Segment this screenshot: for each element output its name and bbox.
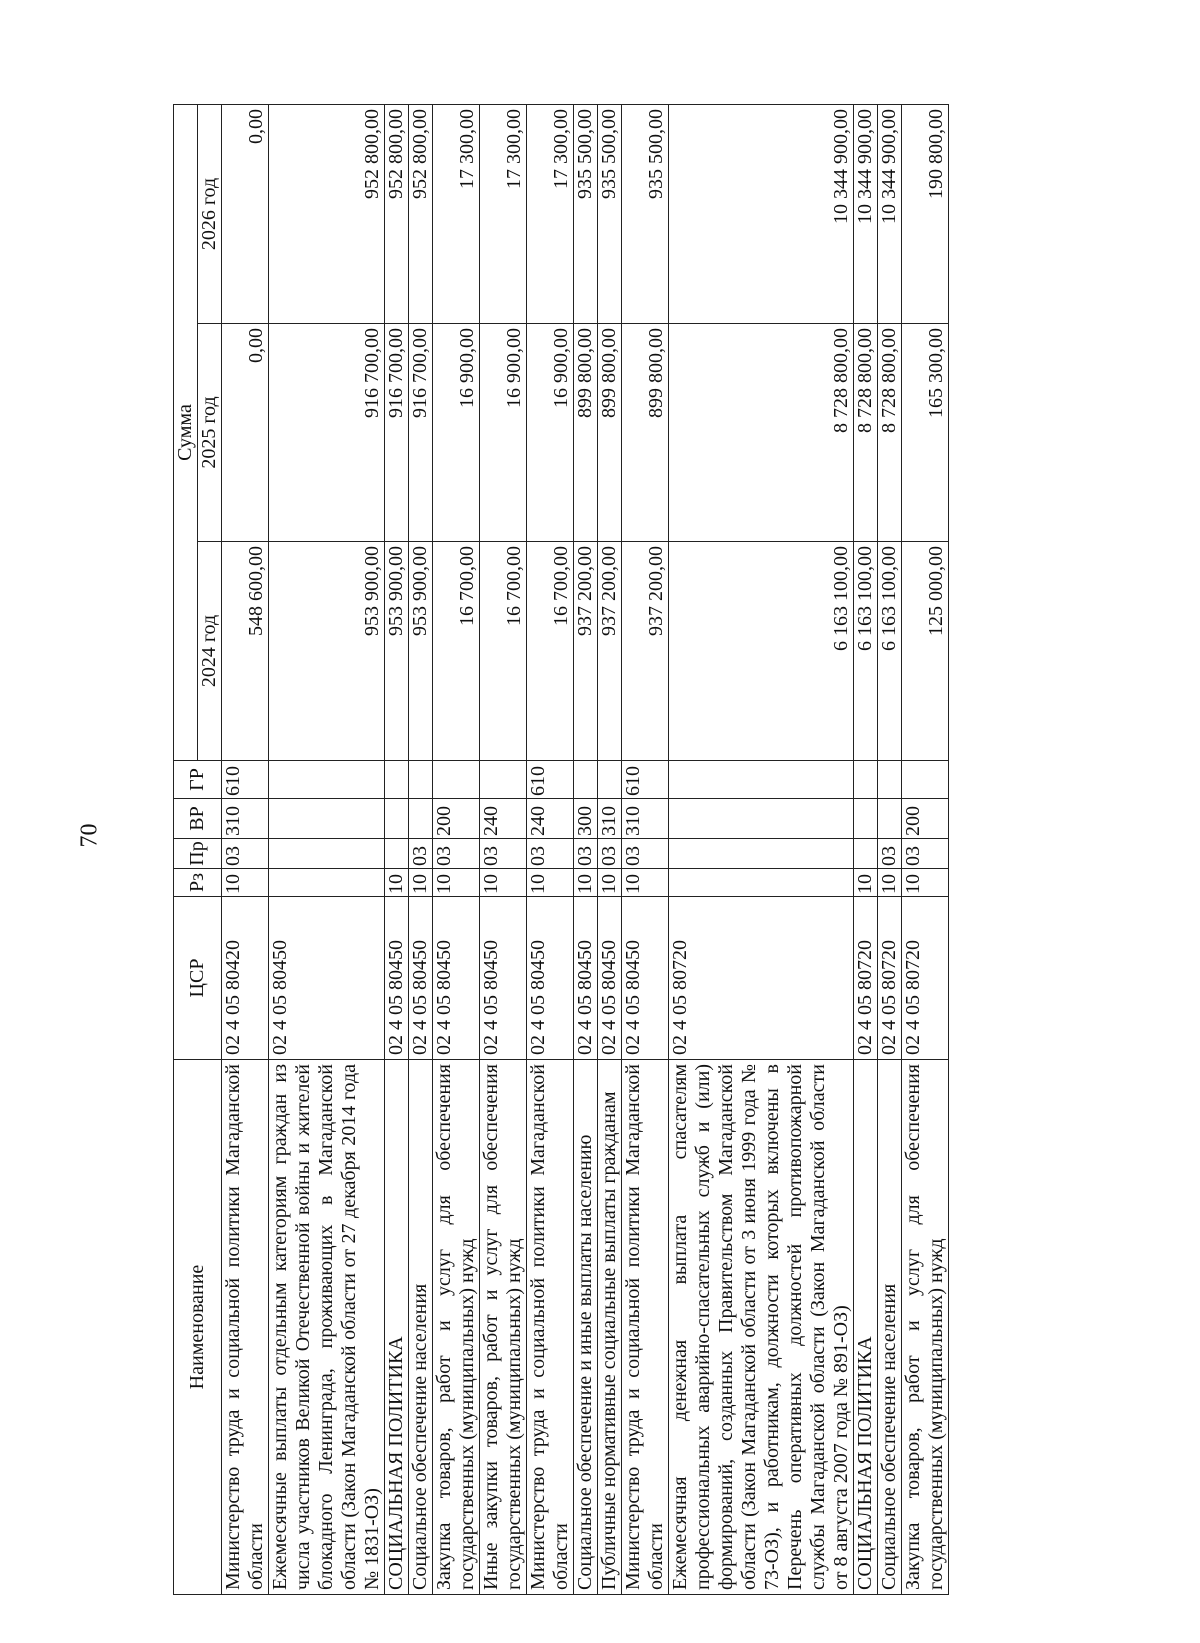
table-row: [669, 104, 854, 1594]
table-row: [222, 104, 269, 1594]
cell-gr: 610: [622, 761, 669, 799]
cell-2024: 953 900,00: [409, 542, 433, 761]
cell-gr: 610: [222, 761, 269, 799]
cell-rz: 10: [598, 869, 622, 897]
cell-2024: 6 163 100,00: [878, 542, 902, 761]
cell-pr: 03: [409, 839, 433, 869]
cell-2025: 899 800,00: [622, 324, 669, 542]
cell-csr: 02 4 05 80450: [527, 897, 574, 1060]
cell-name: Иные закупки товаров, работ и услуг для обеспечения государственных (муниципальных) нужд: [480, 1060, 527, 1595]
cell-name: Закупка товаров, работ и услуг для обеспечения государственных (муниципальных) нужд: [433, 1060, 480, 1595]
cell-2026: 952 800,00: [269, 104, 385, 323]
cell-rz: 10: [854, 869, 878, 897]
cell-2026: 935 500,00: [574, 104, 598, 323]
cell-name: СОЦИАЛЬНАЯ ПОЛИТИКА: [385, 1060, 409, 1595]
cell-csr: 02 4 05 80720: [878, 897, 902, 1060]
cell-pr: [385, 839, 409, 869]
cell-csr: 02 4 05 80450: [433, 897, 480, 1060]
cell-vr: [385, 799, 409, 839]
cell-vr: [409, 799, 433, 839]
cell-rz: 10: [902, 869, 949, 897]
cell-vr: 300: [574, 799, 598, 839]
table-row: [409, 104, 433, 1594]
cell-2025: 916 700,00: [385, 324, 409, 542]
header-sum: Сумма: [174, 104, 198, 760]
cell-csr: 02 4 05 80720: [854, 897, 878, 1060]
cell-2026: 952 800,00: [409, 104, 433, 323]
cell-vr: 240: [480, 799, 527, 839]
cell-gr: [409, 761, 433, 799]
table-row: [854, 104, 878, 1594]
cell-2024: 953 900,00: [269, 542, 385, 761]
cell-pr: 03: [902, 839, 949, 869]
cell-rz: [669, 869, 854, 897]
cell-2024: 16 700,00: [527, 542, 574, 761]
cell-name: Закупка товаров, работ и услуг для обеспечения государственных (муниципальных) нужд: [902, 1060, 949, 1595]
header-row-1: [174, 104, 198, 1594]
cell-pr: 03: [622, 839, 669, 869]
cell-csr: 02 4 05 80420: [222, 897, 269, 1060]
cell-csr: 02 4 05 80720: [669, 897, 854, 1060]
cell-2026: 935 500,00: [622, 104, 669, 323]
cell-vr: [878, 799, 902, 839]
cell-pr: 03: [878, 839, 902, 869]
header-vr: ВР: [174, 799, 222, 839]
cell-2025: 899 800,00: [598, 324, 622, 542]
cell-2024: 16 700,00: [433, 542, 480, 761]
cell-2024: 16 700,00: [480, 542, 527, 761]
cell-gr: [854, 761, 878, 799]
cell-rz: 10: [480, 869, 527, 897]
cell-2026: 952 800,00: [385, 104, 409, 323]
cell-2025: 916 700,00: [409, 324, 433, 542]
header-csr: ЦСР: [174, 897, 222, 1060]
table-row: [269, 104, 385, 1594]
table-row: [598, 104, 622, 1594]
cell-2024: 6 163 100,00: [854, 542, 878, 761]
cell-csr: 02 4 05 80450: [574, 897, 598, 1060]
cell-csr: 02 4 05 80450: [622, 897, 669, 1060]
page-number: 70: [76, 823, 103, 848]
cell-name: Ежемесячная денежная выплата спасателям профессиональных аварийно-спасательных служб и (или) формирований, созданных Правительством Магаданской области (Закон Магаданской области от 3 июня 1999 года № 73-ОЗ), и работникам, должности которых включены в Перечень оперативных должностей противопожарной службы Магаданской области (Закон Магаданской области от 8 августа 2007 года № 891-ОЗ): [669, 1060, 854, 1595]
cell-name: Министерство труда и социальной политики Магаданской области: [622, 1060, 669, 1595]
cell-2026: 10 344 900,00: [669, 104, 854, 323]
cell-vr: 200: [433, 799, 480, 839]
cell-rz: [269, 869, 385, 897]
header-2024: 2024 год: [198, 542, 222, 761]
cell-2026: 17 300,00: [480, 104, 527, 323]
cell-gr: [598, 761, 622, 799]
cell-pr: 03: [222, 839, 269, 869]
header-rz: Рз: [174, 869, 222, 897]
cell-gr: [574, 761, 598, 799]
cell-2026: 190 800,00: [902, 104, 949, 323]
cell-name: Ежемесячные выплаты отдельным категориям граждан из числа участников Великой Отечественной войны и жителей блокадного Ленинграда, проживающих в Магаданской области (Закон Магаданской области от 27 декабря 2014 года № 1831-ОЗ): [269, 1060, 385, 1595]
cell-vr: 240: [527, 799, 574, 839]
cell-2025: 16 900,00: [527, 324, 574, 542]
cell-2024: 953 900,00: [385, 542, 409, 761]
cell-rz: 10: [878, 869, 902, 897]
cell-pr: [669, 839, 854, 869]
cell-2025: 0,00: [222, 324, 269, 542]
cell-vr: [669, 799, 854, 839]
cell-pr: 03: [527, 839, 574, 869]
cell-2026: 10 344 900,00: [878, 104, 902, 323]
cell-name: Социальное обеспечение и иные выплаты населению: [574, 1060, 598, 1595]
cell-2025: 8 728 800,00: [878, 324, 902, 542]
cell-gr: [669, 761, 854, 799]
header-2026: 2026 год: [198, 104, 222, 323]
cell-csr: 02 4 05 80450: [480, 897, 527, 1060]
cell-vr: 310: [222, 799, 269, 839]
cell-2024: 6 163 100,00: [669, 542, 854, 761]
cell-pr: [269, 839, 385, 869]
cell-name: СОЦИАЛЬНАЯ ПОЛИТИКА: [854, 1060, 878, 1595]
table-row: [527, 104, 574, 1594]
cell-gr: [385, 761, 409, 799]
cell-csr: 02 4 05 80450: [269, 897, 385, 1060]
cell-pr: 03: [480, 839, 527, 869]
cell-pr: [854, 839, 878, 869]
table-row: [574, 104, 598, 1594]
table-row: [622, 104, 669, 1594]
cell-pr: 03: [574, 839, 598, 869]
cell-2026: 0,00: [222, 104, 269, 323]
budget-table: [173, 104, 949, 1595]
cell-2024: 125 000,00: [902, 542, 949, 761]
table-row: [878, 104, 902, 1594]
cell-rz: 10: [433, 869, 480, 897]
cell-vr: [854, 799, 878, 839]
header-gr: ГР: [174, 761, 222, 799]
cell-rz: 10: [574, 869, 598, 897]
cell-vr: 200: [902, 799, 949, 839]
header-name: Наименование: [174, 1060, 222, 1595]
cell-2026: 10 344 900,00: [854, 104, 878, 323]
cell-vr: [269, 799, 385, 839]
cell-pr: 03: [598, 839, 622, 869]
cell-2024: 937 200,00: [598, 542, 622, 761]
cell-name: Социальное обеспечение населения: [409, 1060, 433, 1595]
table-row: [385, 104, 409, 1594]
cell-2025: 8 728 800,00: [669, 324, 854, 542]
cell-vr: 310: [622, 799, 669, 839]
cell-csr: 02 4 05 80450: [409, 897, 433, 1060]
cell-2025: 16 900,00: [433, 324, 480, 542]
cell-2024: 937 200,00: [622, 542, 669, 761]
cell-2025: 16 900,00: [480, 324, 527, 542]
table-row: [902, 104, 949, 1594]
table-row: [480, 104, 527, 1594]
cell-rz: 10: [385, 869, 409, 897]
cell-gr: [878, 761, 902, 799]
cell-gr: [480, 761, 527, 799]
header-pr: Пр: [174, 839, 222, 869]
cell-2025: 165 300,00: [902, 324, 949, 542]
table-row: [433, 104, 480, 1594]
cell-rz: 10: [409, 869, 433, 897]
cell-rz: 10: [222, 869, 269, 897]
cell-2024: 548 600,00: [222, 542, 269, 761]
cell-gr: [269, 761, 385, 799]
cell-2025: 8 728 800,00: [854, 324, 878, 542]
cell-rz: 10: [622, 869, 669, 897]
cell-2026: 17 300,00: [433, 104, 480, 323]
cell-2025: 899 800,00: [574, 324, 598, 542]
cell-2024: 937 200,00: [574, 542, 598, 761]
cell-2026: 935 500,00: [598, 104, 622, 323]
cell-2026: 17 300,00: [527, 104, 574, 323]
cell-csr: 02 4 05 80720: [902, 897, 949, 1060]
budget-table-rotated: [173, 105, 1083, 1595]
cell-gr: 610: [527, 761, 574, 799]
cell-gr: [433, 761, 480, 799]
cell-gr: [902, 761, 949, 799]
cell-csr: 02 4 05 80450: [598, 897, 622, 1060]
cell-name: Социальное обеспечение населения: [878, 1060, 902, 1595]
header-2025: 2025 год: [198, 324, 222, 542]
cell-name: Публичные нормативные социальные выплаты гражданам: [598, 1060, 622, 1595]
cell-name: Министерство труда и социальной политики Магаданской области: [527, 1060, 574, 1595]
cell-name: Министерство труда и социальной политики Магаданской области: [222, 1060, 269, 1595]
cell-pr: 03: [433, 839, 480, 869]
cell-csr: 02 4 05 80450: [385, 897, 409, 1060]
cell-rz: 10: [527, 869, 574, 897]
cell-2025: 916 700,00: [269, 324, 385, 542]
cell-vr: 310: [598, 799, 622, 839]
